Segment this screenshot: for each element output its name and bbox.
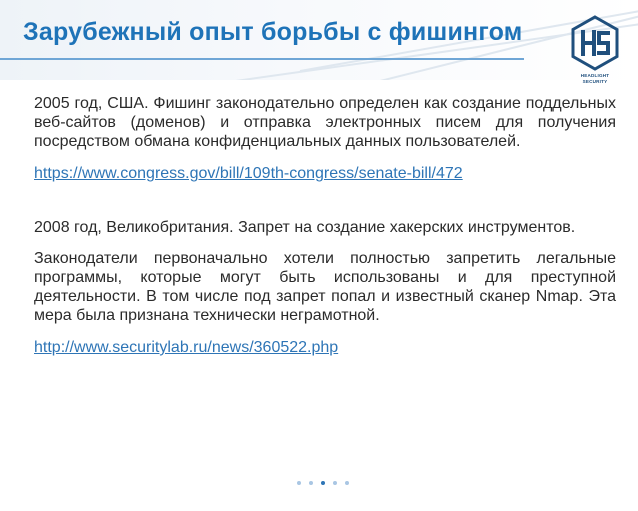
- paragraph-legislators: Законодатели первоначально хотели полностью запретить легальные программы, которые могут быть использованы и для преступной деятельности. В том числе под запрет попал и известный сканер Nmap. Эта мера была признана технически неграмотной.: [34, 250, 616, 324]
- congress-link[interactable]: https://www.congress.gov/bill/109th-congress/senate-bill/472: [34, 165, 463, 182]
- slide-title: Зарубежный опыт борьбы с фишингом: [23, 18, 523, 46]
- logo-line-1: HEADLIGHT: [580, 73, 610, 78]
- pagination-dot: [309, 481, 313, 485]
- logo-line-2: SECURITY: [582, 78, 608, 84]
- paragraph-uk-2008: 2008 год, Великобритания. Запрет на создание хакерских инструментов.: [34, 219, 576, 236]
- logo-text: [566, 73, 624, 84]
- pagination-dot-active: [321, 481, 325, 485]
- title-underline: [0, 58, 524, 60]
- paragraph-usa-2005: 2005 год, США. Фишинг законодательно определен как создание поддельных веб-сайтов (доменов) и отправка электронных писем для получения посредством обмана конфиденциальных данных пользователей.: [34, 95, 616, 150]
- pagination-dot: [345, 481, 349, 485]
- pagination-dot: [297, 481, 301, 485]
- securitylab-link[interactable]: http://www.securitylab.ru/news/360522.php: [34, 339, 339, 356]
- pagination-dot: [333, 481, 337, 485]
- hs-hexagon-logo-icon: [566, 14, 624, 72]
- pagination-dots: [297, 479, 349, 487]
- company-logo: [566, 14, 624, 96]
- slide-body: [34, 94, 616, 357]
